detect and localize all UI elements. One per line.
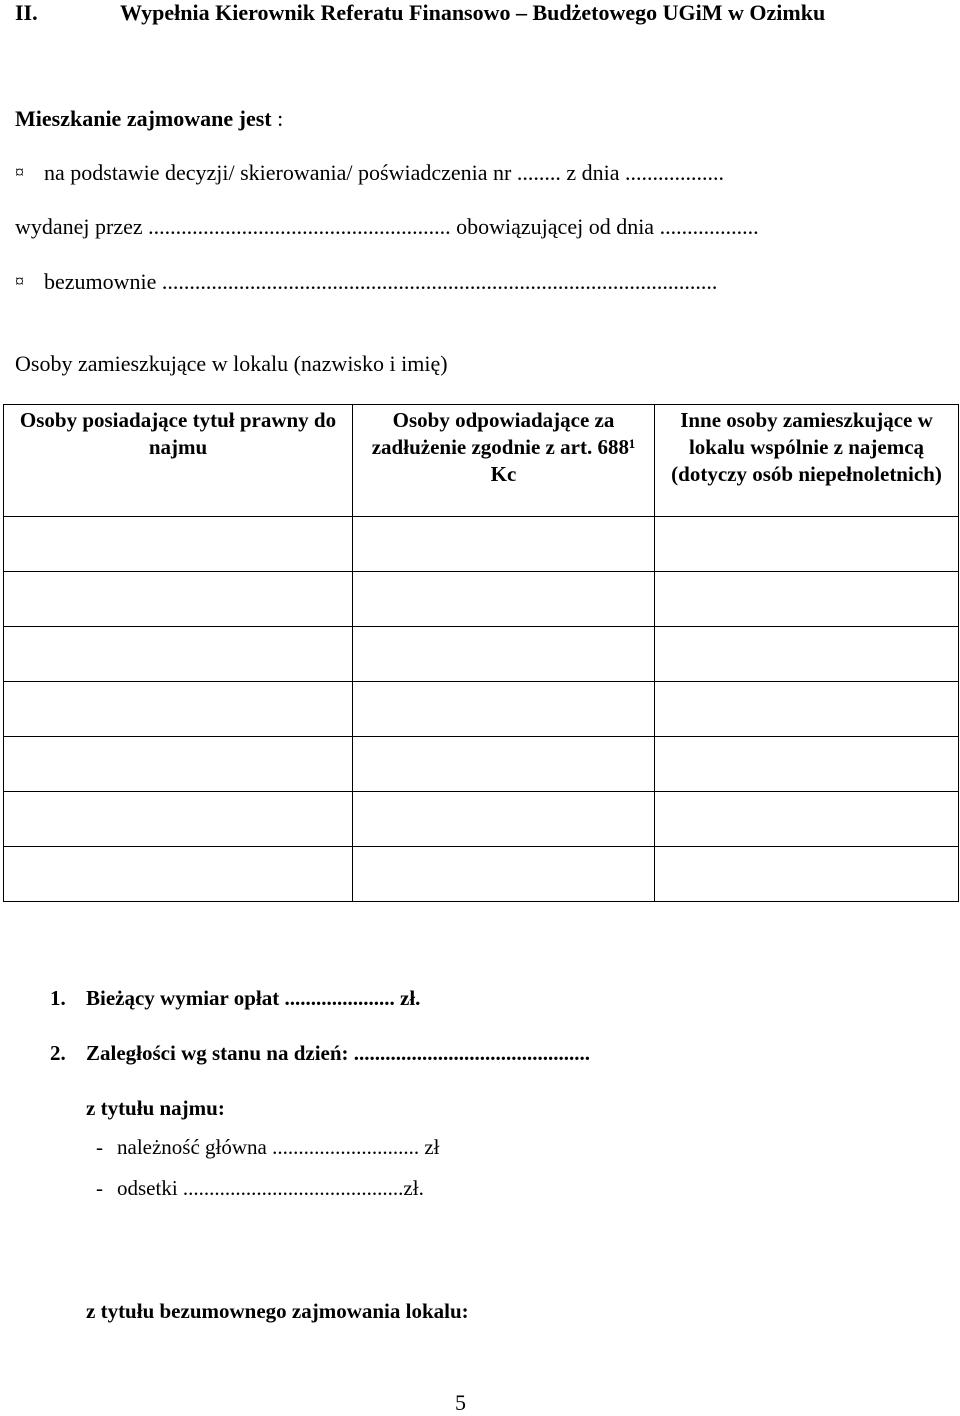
table-cell[interactable]	[4, 682, 353, 737]
principal-amount: należność główna ............................ zł	[117, 1135, 440, 1159]
table-cell[interactable]	[4, 572, 353, 627]
table-header-row	[4, 405, 959, 517]
table-cell[interactable]	[655, 517, 959, 572]
arrears-date: Zaległości wg stanu na dzień: .............................................	[86, 1041, 591, 1065]
table-row	[4, 792, 959, 847]
table-row	[4, 517, 959, 572]
table-cell[interactable]	[655, 572, 959, 627]
principal-dash: -	[96, 1135, 103, 1159]
fee-item1-number: 1.	[50, 986, 66, 1010]
fee-item2-number: 2.	[50, 1041, 66, 1065]
table-cell[interactable]	[655, 682, 959, 737]
table-cell[interactable]	[655, 847, 959, 902]
residents-table	[3, 404, 959, 902]
column-header-debt-liable: Osoby odpowiadające za zadłużenie zgodnie z art. 688¹ Kc	[353, 405, 655, 517]
table-cell[interactable]	[353, 847, 655, 902]
table-cell[interactable]	[353, 627, 655, 682]
table-cell[interactable]	[353, 792, 655, 847]
interest-amount: odsetki ..........................................zł.	[117, 1176, 424, 1200]
rent-heading: z tytułu najmu:	[86, 1096, 225, 1120]
table-cell[interactable]	[655, 737, 959, 792]
current-charges: Bieżący wymiar opłat ..................... zł.	[86, 986, 421, 1010]
residents-heading: Osoby zamieszkujące w lokalu (nazwisko i imię)	[15, 351, 448, 376]
interest-dash: -	[96, 1176, 103, 1200]
occupancy-heading: Mieszkanie zajmowane jest	[15, 106, 272, 131]
option-decision: na podstawie decyzji/ skierowania/ poświadczenia nr ........ z dnia ..................	[44, 160, 724, 185]
option-no-contract: bezumownie .....................................................................................................	[44, 269, 718, 294]
table-row	[4, 847, 959, 902]
table-row	[4, 737, 959, 792]
section-number: II.	[15, 0, 38, 25]
non-contract-heading: z tytułu bezumownego zajmowania lokalu:	[86, 1299, 469, 1323]
table-row	[4, 572, 959, 627]
column-header-legal-title: Osoby posiadające tytuł prawny do najmu	[4, 405, 353, 517]
table-cell[interactable]	[4, 517, 353, 572]
table-cell[interactable]	[353, 682, 655, 737]
occupancy-colon: :	[277, 106, 284, 131]
checkbox-no-contract-icon[interactable]: ¤	[15, 271, 24, 291]
table-cell[interactable]	[353, 572, 655, 627]
table-row	[4, 627, 959, 682]
page-number: 5	[455, 1390, 466, 1415]
table-cell[interactable]	[353, 737, 655, 792]
issued-line: wydanej przez ....................................................... obowiązującej od dnia ..................	[15, 214, 759, 239]
table-cell[interactable]	[4, 792, 353, 847]
checkbox-decision-icon[interactable]: ¤	[15, 162, 24, 182]
table-cell[interactable]	[655, 792, 959, 847]
table-cell[interactable]	[655, 627, 959, 682]
table-cell[interactable]	[4, 847, 353, 902]
occupancy-heading-line	[15, 106, 283, 132]
table-cell[interactable]	[4, 737, 353, 792]
table-cell[interactable]	[4, 627, 353, 682]
table-cell[interactable]	[353, 517, 655, 572]
section-title: Wypełnia Kierownik Referatu Finansowo – Budżetowego UGiM w Ozimku	[120, 0, 826, 25]
table-row	[4, 682, 959, 737]
column-header-other-residents: Inne osoby zamieszkujące w lokalu wspólnie z najemcą (dotyczy osób niepełnoletnich)	[655, 405, 959, 517]
